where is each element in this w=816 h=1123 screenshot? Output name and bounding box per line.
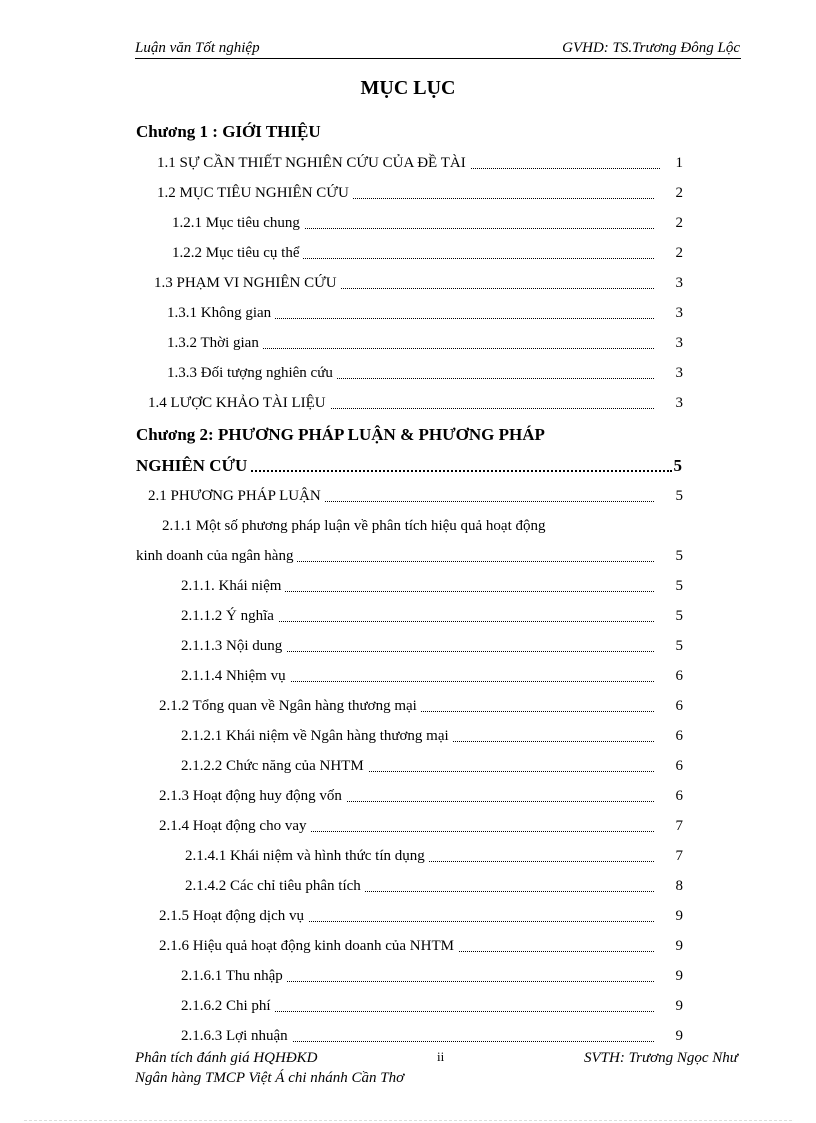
footer-page-number: ii [437, 1049, 445, 1064]
toc-entry[interactable]: 2.1.3 Hoạt động huy động vốn [159, 785, 654, 807]
toc-page-number: 2 [675, 215, 683, 231]
toc-entry[interactable]: 2.1.6.2 Chi phí [181, 995, 654, 1017]
toc-entry[interactable]: kinh doanh của ngân hàng [136, 545, 654, 567]
header-left: Luận văn Tốt nghiệp [135, 40, 260, 56]
toc-page-number: 5 [675, 638, 683, 654]
toc-entry[interactable]: 2.1.6.3 Lợi nhuận [181, 1025, 654, 1047]
toc-entry-wrapped[interactable]: 2.1.1 Một số phương pháp luận về phân tích hiệu quả hoạt động [162, 515, 632, 537]
chapter1-heading: Chương 1 : GIỚI THIỆU [136, 122, 321, 141]
toc-page-number: 9 [675, 1028, 683, 1044]
toc-page-number: 3 [675, 395, 683, 411]
toc-page-number: 7 [675, 818, 683, 834]
toc-page-number: 5 [675, 488, 683, 504]
toc-page-number: 6 [675, 788, 683, 804]
toc-entry[interactable]: 2.1.4 Hoạt động cho vay [159, 815, 654, 837]
toc-page-number: 9 [675, 908, 683, 924]
toc-page-number: 6 [675, 758, 683, 774]
toc-page-number: 2 [675, 185, 683, 201]
header-rule [135, 58, 741, 59]
toc-page-number: 9 [675, 998, 683, 1014]
toc-page-number: 6 [675, 698, 683, 714]
toc-entry[interactable]: 2.1 PHƯƠNG PHÁP LUẬN [148, 485, 654, 507]
toc-entry[interactable]: 2.1.2 Tổng quan về Ngân hàng thương mại [159, 695, 654, 717]
chapter2-page-number: 5 [673, 456, 682, 475]
toc-entry[interactable]: 1.3.3 Đối tượng nghiên cứu [167, 362, 654, 384]
toc-entry[interactable]: 2.1.6 Hiệu quả hoạt động kinh doanh của NHTM [159, 935, 654, 957]
toc-title: MỤC LỤC [360, 77, 456, 99]
toc-page-number: 9 [675, 938, 683, 954]
toc-page-number: 5 [675, 608, 683, 624]
footer-left-line2: Ngân hàng TMCP Việt Á chi nhánh Cần Thơ [135, 1070, 405, 1086]
footer-left-line1: Phân tích đánh giá HQHĐKD [135, 1050, 318, 1066]
toc-entry[interactable]: 1.1 SỰ CẦN THIẾT NGHIÊN CỨU CỦA ĐỀ TÀI [157, 152, 660, 174]
toc-entry[interactable]: 2.1.4.2 Các chỉ tiêu phân tích [185, 875, 654, 897]
toc-page-number: 1 [675, 155, 683, 171]
toc-entry[interactable]: 1.3 PHẠM VI NGHIÊN CỨU [154, 272, 654, 294]
toc-page-number: 3 [675, 335, 683, 351]
toc-page-number: 3 [675, 275, 683, 291]
toc-page-number: 6 [675, 728, 683, 744]
toc-entry[interactable]: 1.3.2 Thời gian [167, 332, 654, 354]
toc-page-number: 5 [675, 578, 683, 594]
header-right: GVHD: TS.Trương Đông Lộc [562, 40, 740, 56]
toc-entry[interactable]: 2.1.1. Khái niệm [181, 575, 654, 597]
toc-entry[interactable]: 1.2 MỤC TIÊU NGHIÊN CỨU [157, 182, 654, 204]
toc-entry[interactable]: 2.1.1.2 Ý nghĩa [181, 605, 654, 627]
toc-entry[interactable]: 1.4 LƯỢC KHẢO TÀI LIỆU [148, 392, 654, 414]
toc-entry[interactable]: 2.1.6.1 Thu nhập [181, 965, 654, 987]
footer-right: SVTH: Trương Ngọc Như [584, 1050, 738, 1066]
chapter2-heading-line1: Chương 2: PHƯƠNG PHÁP LUẬN & PHƯƠNG PHÁP [136, 425, 545, 444]
toc-entry[interactable]: 2.1.2.1 Khái niệm về Ngân hàng thương mại [181, 725, 654, 747]
toc-entry[interactable]: 2.1.5 Hoạt động dịch vụ [159, 905, 654, 927]
toc-entry[interactable]: 1.2.2 Mục tiêu cụ thể [172, 242, 654, 264]
toc-page-number: 7 [675, 848, 683, 864]
toc-page-number: 6 [675, 668, 683, 684]
toc-page-number: 3 [675, 365, 683, 381]
toc-entry[interactable]: 1.2.1 Mục tiêu chung [172, 212, 654, 234]
chapter2-heading-line2[interactable]: NGHIÊN CỨU [136, 455, 672, 477]
toc-page-number: 5 [675, 548, 683, 564]
page-bottom-edge [24, 1120, 792, 1121]
toc-entry[interactable]: 2.1.1.3 Nội dung [181, 635, 654, 657]
toc-entry[interactable]: 2.1.4.1 Khái niệm và hình thức tín dụng [185, 845, 654, 867]
toc-page-number: 2 [675, 245, 683, 261]
toc-entry[interactable]: 2.1.2.2 Chức năng của NHTM [181, 755, 654, 777]
toc-page-number: 3 [675, 305, 683, 321]
toc-entry[interactable]: 1.3.1 Không gian [167, 302, 654, 324]
toc-page-number: 9 [675, 968, 683, 984]
toc-entry[interactable]: 2.1.1.4 Nhiệm vụ [181, 665, 654, 687]
toc-page-number: 8 [675, 878, 683, 894]
